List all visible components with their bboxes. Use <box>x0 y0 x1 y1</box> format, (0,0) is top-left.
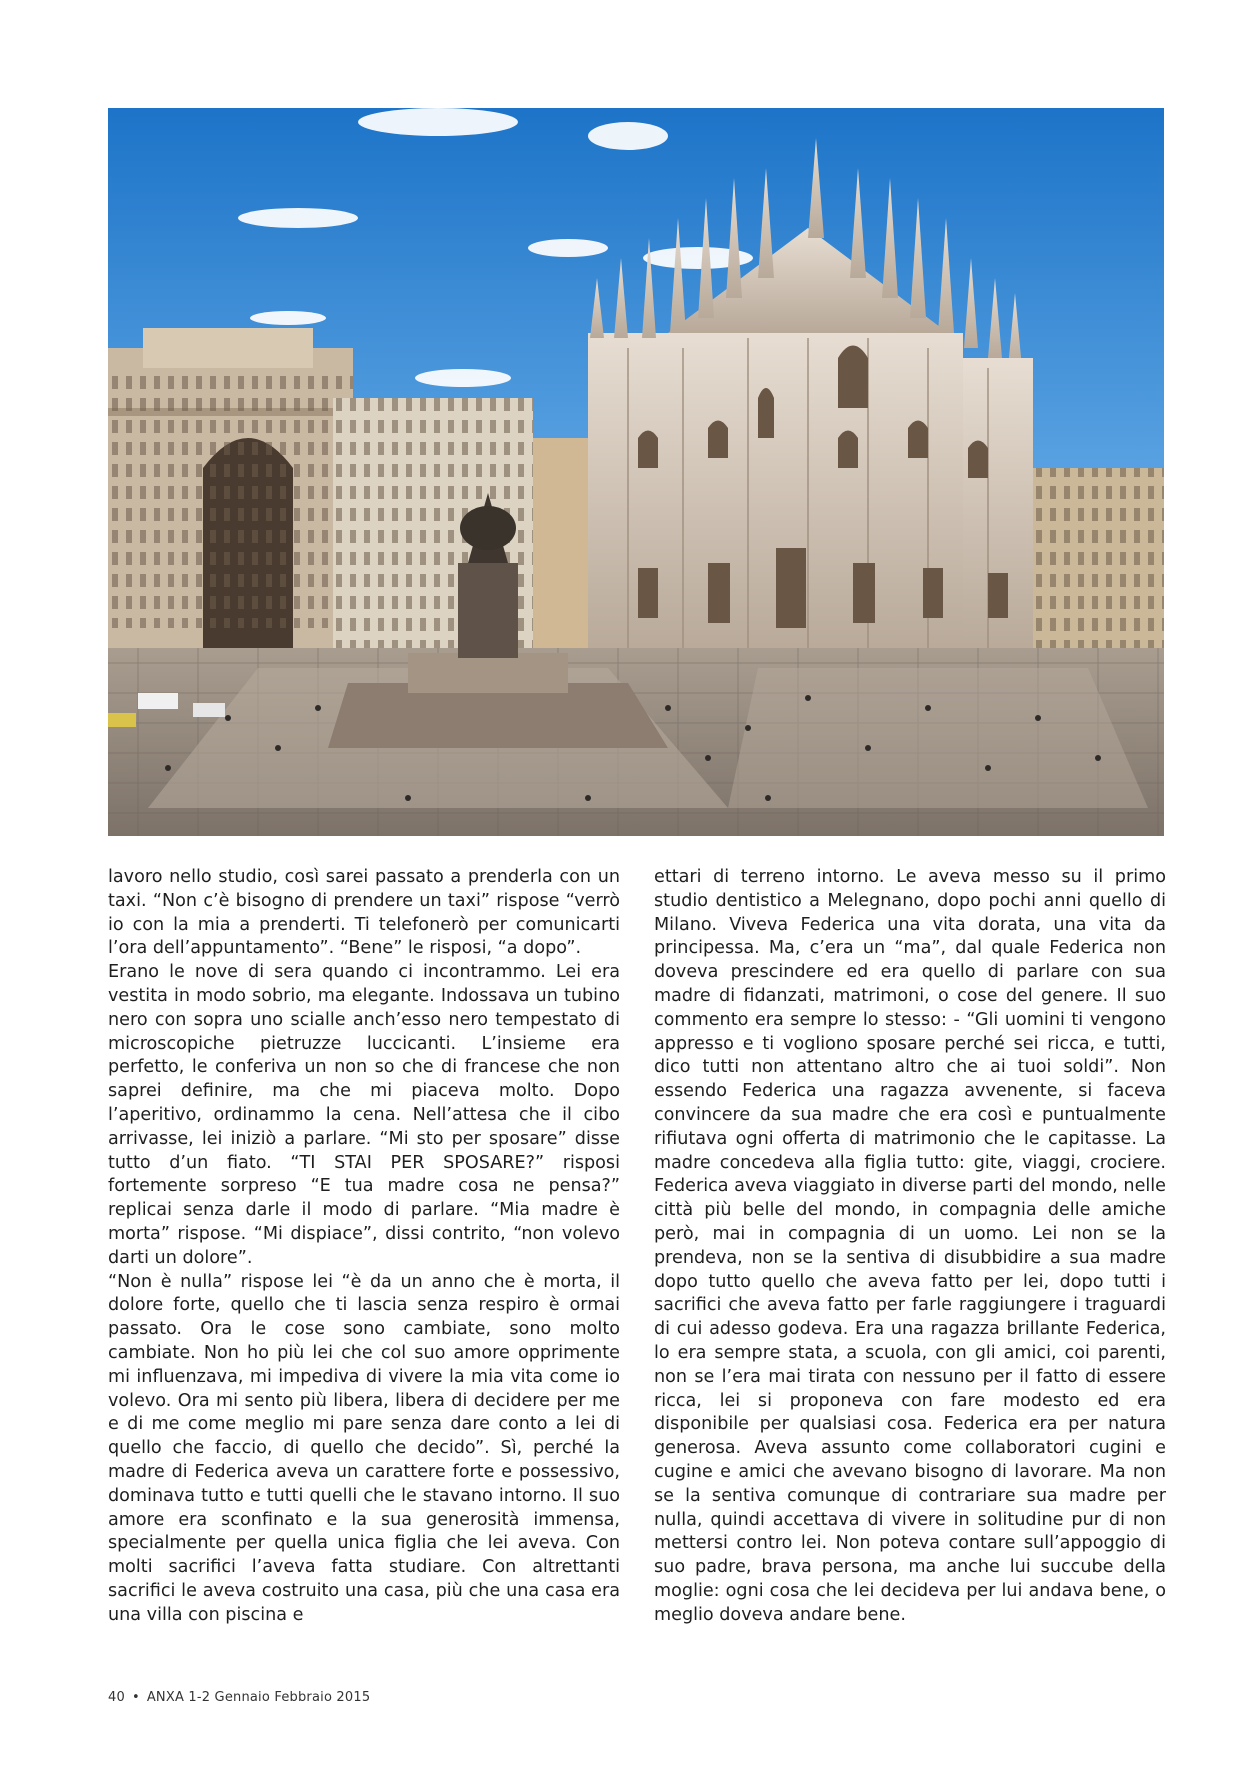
article-column-right <box>654 866 1166 1628</box>
footer-separator: • <box>131 1690 140 1705</box>
paragraph: Erano le nove di sera quando ci incontrammo. Lei era vestita in modo sobrio, ma elegante. Indossava un tubino nero con sopra uno scialle anch’esso nero tempestato di microscopiche pietruzze luccicanti. L’insieme era perfetto, le conferiva un non so che di francese che non saprei definire, ma che mi piaceva molto. Dopo l’aperitivo, ordinammo la cena. Nell’attesa che il cibo arrivasse, lei iniziò a parlare. “Mi sto per sposare” disse tutto d’un fiato. “TI STAI PER SPOSARE?” risposi fortemente sorpreso “E tua madre cosa ne pensa?” replicai senza darle il modo di parlare. “Mia madre è morta” rispose. “Mi dispiace”, dissi contrito, “non volevo darti un dolore”. <box>108 962 620 1268</box>
article-column-left <box>108 866 620 1628</box>
paragraph: ettari di terreno intorno. Le aveva messo su il primo studio dentistico a Melegnano, dopo pochi anni quello di Milano. Viveva Federica una vita dorata, una vita da principessa. Ma, c’era un “ma”, dal quale Federica non doveva prescindere ed era quello di parlare con sua madre di fidanzati, matrimoni, o cose del genere. Il suo commento era sempre lo stesso: - “Gli uomini ti vengono appresso e ti vogliono sposare perché sei ricca, e tutti, dico tutti non attentano altro che ai tuoi soldi”. Non essendo Federica una ragazza avvenente, si faceva convincere da sua madre che era così e puntualmente rifiutava ogni offerta di matrimonio che le capitasse. La madre concedeva alla figlia tutto: gite, viaggi, crociere. Federica aveva viaggiato in diverse parti del mondo, nelle città più belle del mondo, in compagnia delle amiche però, mai in compagnia di un uomo. Lei non se la prendeva, non se la sentiva di disubbidire a sua madre dopo tutto quello che aveva fatto per lei, dopo tutti i sacrifici che aveva fatto per farle raggiungere i traguardi di cui adesso godeva. Era una ragazza brillante Federica, lo era sempre stata, a scuola, con gli amici, coi parenti, non se l’era mai tirata con nessuno per il fatto di essere ricca, lei si proponeva con fare modesto ed era disponibile per qualsiasi cosa. Federica era per natura generosa. Aveva assunto come collaboratori cugini e cugine e amici che avevano bisogno di lavorare. Ma non se la sentiva comunque di contrariare sua madre per nulla, quindi accettava di vivere in solitudine pur di non mettersi contro lei. Non poteva contare sull’appoggio di suo padre, brava persona, ma anche lui succube della moglie: ogni cosa che lei decideva per lui andava bene, o meglio doveva andare bene. <box>654 867 1166 1625</box>
duomo-illustration <box>108 108 1164 836</box>
duomo-photo <box>108 108 1164 836</box>
paragraph: lavoro nello studio, così sarei passato a prenderla con un taxi. “Non c’è bisogno di prendere un taxi” rispose “verrò io con la mia a prenderti. Ti telefonerò per comunicarti l’ora dell’appuntamento”. “Bene” le risposi, “a dopo”. <box>108 867 620 959</box>
page-footer <box>108 1690 370 1705</box>
issue-label: ANXA 1-2 Gennaio Febbraio 2015 <box>146 1690 371 1705</box>
paragraph: “Non è nulla” rispose lei “è da un anno che è morta, il dolore forte, quello che ti lascia senza respiro è ormai passato. Ora le cose sono cambiate, sono molto cambiate. Non ho più lei che col suo amore opprimente mi influenzava, mi impediva di vivere la mia vita come io volevo. Ora mi sento più libera, libera di decidere per me e di me come meglio mi pare senza dare conto a lei di quello che faccio, di quello che decido”. Sì, perché la madre di Federica aveva un carattere forte e possessivo, dominava tutto e tutti quelli che le stavano intorno. Il suo amore era sconfinato e la sua generosità immensa, specialmente per quella unica figlia che lei aveva. Con molti sacrifici l’aveva fatta studiare. Con altrettanti sacrifici le aveva costruito una casa, più che una casa era una villa con piscina e <box>108 1271 620 1625</box>
page-number: 40 <box>108 1690 125 1705</box>
